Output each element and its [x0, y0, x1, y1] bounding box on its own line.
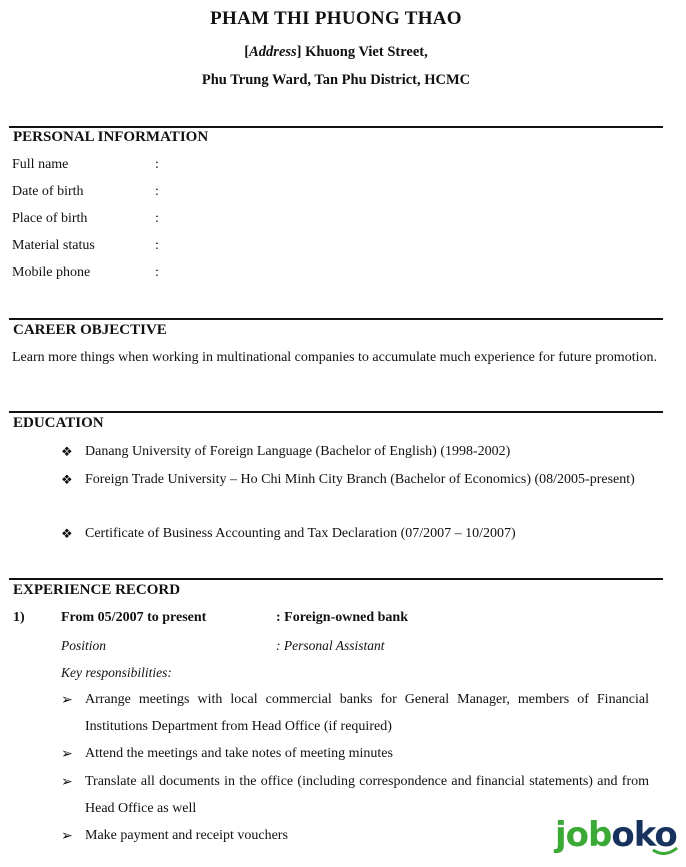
key-responsibilities-label: Key responsibilities: [61, 665, 172, 680]
job-period: From 05/2007 to present [61, 610, 207, 625]
section-divider [9, 318, 663, 320]
arrow-bullet-icon: ➢ [61, 693, 73, 708]
field-colon: : [155, 184, 159, 199]
field-colon: : [155, 265, 159, 280]
job-company: : Foreign-owned bank [276, 610, 408, 625]
field-label-date-of-birth: Date of birth [12, 184, 84, 199]
diamond-bullet-icon: ❖ [61, 526, 73, 541]
field-colon: : [155, 157, 159, 172]
section-divider [9, 578, 663, 580]
experience-heading: EXPERIENCE RECORD [13, 582, 181, 598]
career-objective-text: Learn more things when working in multinational companies to accumulate much experience for future promotion. [12, 350, 657, 365]
arrow-bullet-icon: ➢ [61, 829, 73, 844]
section-divider [9, 126, 663, 128]
address-label: Address [249, 44, 297, 60]
career-objective-heading: CAREER OBJECTIVE [13, 322, 167, 338]
responsibility-item: Translate all documents in the office (including correspondence and financial statements) and from Head Office as well [85, 774, 649, 816]
field-colon: : [155, 238, 159, 253]
job-position-value: : Personal Assistant [276, 638, 385, 653]
field-label-mobile-phone: Mobile phone [12, 265, 91, 280]
field-label-place-of-birth: Place of birth [12, 211, 88, 226]
responsibility-item: Make payment and receipt vouchers [85, 828, 288, 843]
responsibility-item: Attend the meetings and take notes of meeting minutes [85, 746, 393, 761]
education-item: Foreign Trade University – Ho Chi Minh City Branch (Bachelor of Economics) (08/2005-present) [85, 472, 635, 487]
education-heading: EDUCATION [13, 415, 104, 431]
job-number: 1) [13, 610, 25, 625]
field-colon: : [155, 211, 159, 226]
field-label-full-name: Full name [12, 157, 69, 172]
responsibility-item: Arrange meetings with local commercial banks for General Manager, members of Financial Institutions Department from Head Office (if required) [85, 692, 649, 734]
address-line-1: [Address] Khuong Viet Street, [244, 44, 428, 60]
education-item: Danang University of Foreign Language (Bachelor of English) (1998-2002) [85, 444, 511, 459]
arrow-bullet-icon: ➢ [61, 747, 73, 762]
joboko-logo [553, 812, 681, 860]
address-street: Khuong Viet Street, [305, 44, 428, 60]
joboko-logo-text: joboko [555, 815, 677, 855]
arrow-bullet-icon: ➢ [61, 775, 73, 790]
job-position-label: Position [61, 638, 107, 653]
diamond-bullet-icon: ❖ [61, 472, 73, 487]
diamond-bullet-icon: ❖ [61, 444, 73, 459]
section-divider [9, 411, 663, 413]
joboko-logo-graphic [553, 812, 681, 860]
personal-info-heading: PERSONAL INFORMATION [13, 129, 209, 145]
field-label-marital-status: Material status [12, 238, 95, 253]
resume-name: PHAM THI PHUONG THAO [210, 8, 462, 29]
education-item: Certificate of Business Accounting and Tax Declaration (07/2007 – 10/2007) [85, 526, 516, 541]
address-line-2: Phu Trung Ward, Tan Phu District, HCMC [201, 72, 471, 88]
